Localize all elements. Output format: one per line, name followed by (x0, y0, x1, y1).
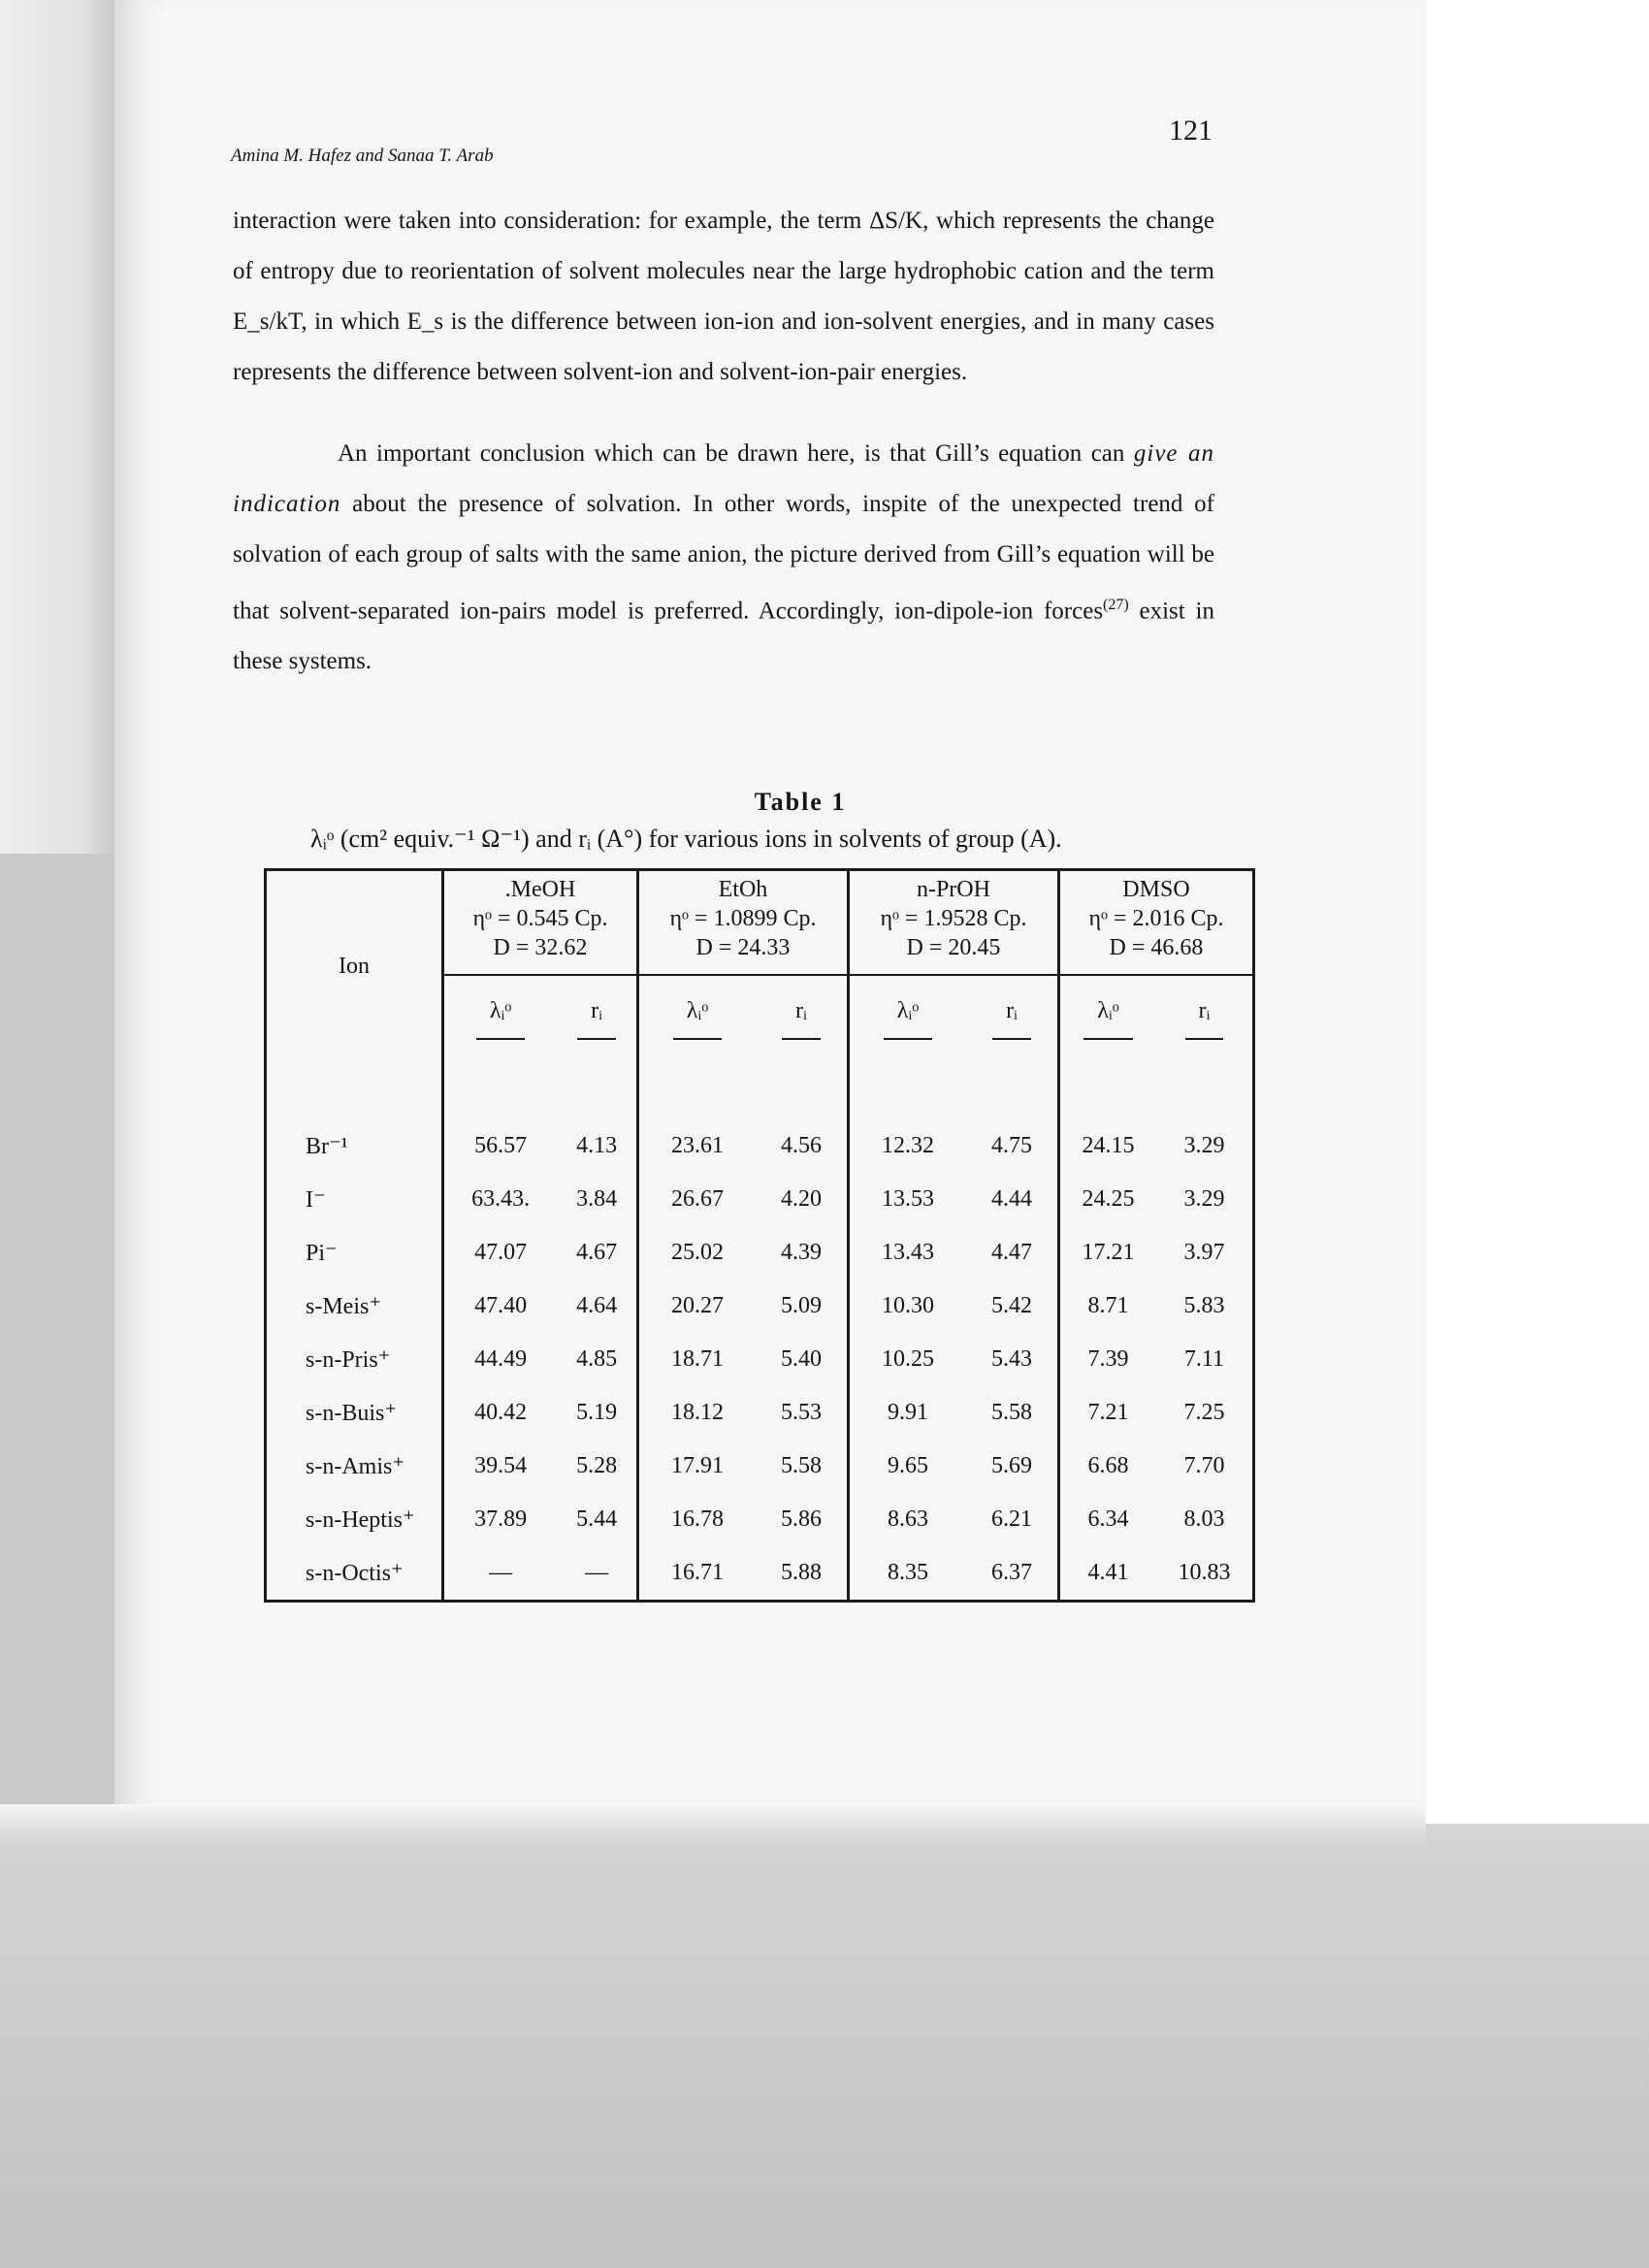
r-value-cell: 7.25 (1183, 1400, 1225, 1425)
lambda-value-cell: 7.39 (1087, 1346, 1129, 1372)
page-number: 121 (1169, 114, 1212, 146)
left-background (0, 0, 116, 854)
solvent-viscosity: ηᵒ = 0.545 Cp. (472, 906, 608, 931)
r-value-cell: 6.21 (966, 1493, 1058, 1546)
ion-name-cell: I⁻ (266, 1173, 443, 1226)
r-value-cell: 8.03 (1183, 1507, 1225, 1532)
r-value-cell: 4.39 (756, 1226, 848, 1280)
paragraph-2-start: An important conclusion which can be drawn here, is that Gill’s equation can (338, 440, 1125, 467)
ion-name-cell: Br⁻¹ (266, 1061, 443, 1173)
lambda-value-cell: 26.67 (671, 1186, 724, 1212)
table-row (266, 1173, 1254, 1226)
r-value-cell: 5.88 (756, 1546, 848, 1602)
lambda-value-cell: 16.71 (671, 1560, 724, 1585)
r-value-cell: 3.29 (1183, 1133, 1225, 1158)
reference-mark: (27) (1103, 597, 1129, 613)
lambda-value-cell: 47.07 (474, 1240, 528, 1265)
solvent-name: .MeOH (504, 877, 576, 902)
r-value-cell: 5.86 (756, 1493, 848, 1546)
bottom-background (0, 1824, 1649, 2268)
solvent-name: n-PrOH (916, 877, 990, 902)
solvent-header-meoh (443, 870, 638, 976)
lambda-value-cell: 13.53 (882, 1186, 935, 1212)
paragraph-2-end: exist in these systems. (233, 598, 1214, 675)
r-value-cell: — (557, 1546, 637, 1602)
ion-name-cell: s-n-Buis⁺ (266, 1386, 443, 1440)
r-value-cell: 4.85 (557, 1333, 637, 1386)
table-row (266, 1280, 1254, 1333)
r-value-cell: 5.09 (756, 1280, 848, 1333)
r-label: rᵢ (992, 998, 1031, 1040)
ion-name-cell: s-Meis⁺ (266, 1280, 443, 1333)
ion-name-cell: Pi⁻ (266, 1226, 443, 1280)
body-text (233, 196, 1214, 687)
solvent-dielectric: D = 20.45 (906, 935, 1001, 960)
r-value-cell: 5.53 (756, 1386, 848, 1440)
r-value-cell: 4.56 (756, 1061, 848, 1173)
lambda-label: λᵢᵒ (476, 998, 525, 1040)
lambda-value-cell: 12.32 (882, 1133, 935, 1158)
r-value-cell: 3.84 (557, 1173, 637, 1226)
r-value-cell: 4.67 (557, 1226, 637, 1280)
r-value-cell: 4.64 (557, 1280, 637, 1333)
lambda-value-cell: 17.91 (671, 1453, 724, 1478)
subheader-lambda (637, 975, 756, 1061)
lambda-value-cell: 40.42 (474, 1400, 528, 1425)
table-row (266, 1386, 1254, 1440)
r-value-cell: 10.83 (1178, 1560, 1231, 1585)
running-header: Amina M. Hafez and Sanaa T. Arab (231, 146, 494, 166)
solvent-dielectric: D = 32.62 (493, 935, 588, 960)
r-value-cell: 7.70 (1183, 1453, 1225, 1478)
lambda-value-cell: 8.63 (888, 1507, 929, 1532)
lambda-value-cell: 24.15 (1082, 1133, 1135, 1158)
data-table (264, 868, 1255, 1603)
r-value-cell: 4.47 (966, 1226, 1058, 1280)
lambda-value-cell: 6.68 (1087, 1453, 1129, 1478)
lambda-value-cell: 9.91 (888, 1400, 929, 1425)
lambda-value-cell: 56.57 (474, 1133, 528, 1158)
paragraph-2-middle: about the presence of solvation. In other words, inspite of the unexpected trend of solvation of each group of salts with the same anion, the picture derived from Gill’s equation will be that solvent-separated ion-pairs model is preferred. Accordingly, ion-dipole-ion forces (233, 491, 1215, 625)
lambda-value-cell: 39.54 (474, 1453, 528, 1478)
r-value-cell: 5.69 (966, 1440, 1058, 1493)
r-value-cell: 4.75 (966, 1061, 1058, 1173)
lambda-value-cell: 10.30 (882, 1293, 935, 1318)
subheader-lambda (1058, 975, 1155, 1061)
subheader-lambda (443, 975, 558, 1061)
table-body (266, 1061, 1254, 1602)
r-value-cell: 3.29 (1183, 1186, 1225, 1212)
subheader-r (966, 975, 1058, 1061)
table-row (266, 1546, 1254, 1602)
table-row (266, 1226, 1254, 1280)
lambda-value-cell: — (489, 1560, 513, 1585)
lambda-value-cell: 37.89 (474, 1507, 528, 1532)
lambda-value-cell: 18.12 (671, 1400, 724, 1425)
lambda-value-cell: 24.25 (1082, 1186, 1135, 1212)
table-row (266, 1061, 1254, 1173)
r-value-cell: 5.19 (557, 1386, 637, 1440)
solvent-dielectric: D = 46.68 (1109, 935, 1204, 960)
r-value-cell: 4.44 (966, 1173, 1058, 1226)
r-value-cell: 5.58 (756, 1440, 848, 1493)
solvent-viscosity: ηᵒ = 2.016 Cp. (1088, 906, 1224, 931)
paragraph-2 (233, 429, 1214, 687)
lambda-value-cell: 8.35 (888, 1560, 929, 1585)
lambda-value-cell: 16.78 (671, 1507, 724, 1532)
subheader-r (756, 975, 848, 1061)
r-value-cell: 5.43 (966, 1333, 1058, 1386)
table-row (266, 1493, 1254, 1546)
lambda-value-cell: 7.21 (1087, 1400, 1129, 1425)
solvent-name: DMSO (1122, 877, 1190, 902)
r-value-cell: 5.58 (966, 1386, 1058, 1440)
lambda-value-cell: 20.27 (671, 1293, 724, 1318)
lambda-value-cell: 25.02 (671, 1240, 724, 1265)
r-label: rᵢ (577, 998, 616, 1040)
paragraph-1 (233, 196, 1214, 398)
lambda-value-cell: 63.43. (471, 1186, 531, 1212)
solvent-viscosity: ηᵒ = 1.0899 Cp. (669, 906, 817, 931)
r-value-cell: 3.97 (1183, 1240, 1225, 1265)
r-label: rᵢ (1185, 998, 1224, 1040)
solvent-viscosity: ηᵒ = 1.9528 Cp. (880, 906, 1027, 931)
subheader-r (557, 975, 637, 1061)
r-label: rᵢ (782, 998, 821, 1040)
subheader-lambda (848, 975, 966, 1061)
table-caption (310, 825, 1062, 854)
r-value-cell: 5.28 (557, 1440, 637, 1493)
r-value-cell: 5.40 (756, 1333, 848, 1386)
lambda-value-cell: 23.61 (671, 1133, 724, 1158)
ion-name-cell: s-n-Octis⁺ (266, 1546, 443, 1602)
lambda-value-cell: 47.40 (474, 1293, 528, 1318)
emphasis-text: give an indication (233, 440, 1215, 517)
caption-text: (cm² equiv.⁻¹ Ω⁻¹) and rᵢ (A°) for various ions in solvents of group (A). (340, 825, 1062, 853)
lambda-label: λᵢᵒ (1083, 998, 1132, 1040)
paragraph-1-text: interaction were taken into consideration: for example, the term ΔS/K, which represents the change of entropy due to reorientation of solvent molecules near the large hydrophobic cation and the term E_s/kT, in which E_s is the difference between ion-ion and ion-solvent energies, and in many cases represents the difference between solvent-ion and solvent-ion-pair energies. (233, 208, 1214, 385)
solvent-dielectric: D = 24.33 (695, 935, 791, 960)
lambda-value-cell: 13.43 (882, 1240, 935, 1265)
table-row (266, 1440, 1254, 1493)
solvent-name: EtOh (718, 877, 768, 902)
lambda-value-cell: 4.41 (1087, 1560, 1129, 1585)
solvent-header-nproh (848, 870, 1058, 976)
r-value-cell: 4.13 (557, 1061, 637, 1173)
r-value-cell: 4.20 (756, 1173, 848, 1226)
table-title: Table 1 (754, 788, 847, 816)
ion-name-cell: s-n-Amis⁺ (266, 1440, 443, 1493)
ion-header: Ion (266, 870, 443, 1062)
lambda-label: λᵢᵒ (673, 998, 722, 1040)
ion-name-cell: s-n-Pris⁺ (266, 1333, 443, 1386)
caption-lambda-symbol: λᵢᵒ (310, 825, 335, 853)
r-value-cell: 6.37 (966, 1546, 1058, 1602)
lambda-value-cell: 9.65 (888, 1453, 929, 1478)
r-value-cell: 5.44 (557, 1493, 637, 1546)
lambda-value-cell: 10.25 (882, 1346, 935, 1372)
table-row (266, 1333, 1254, 1386)
r-value-cell: 5.83 (1183, 1293, 1225, 1318)
lambda-value-cell: 6.34 (1087, 1507, 1129, 1532)
lambda-value-cell: 17.21 (1082, 1240, 1135, 1265)
lambda-value-cell: 44.49 (474, 1346, 528, 1372)
ion-name-cell: s-n-Heptis⁺ (266, 1493, 443, 1546)
lambda-label: λᵢᵒ (884, 998, 932, 1040)
subheader-r (1156, 975, 1254, 1061)
solvent-header-dmso (1058, 870, 1253, 976)
r-value-cell: 5.42 (966, 1280, 1058, 1333)
lambda-value-cell: 8.71 (1087, 1293, 1129, 1318)
lambda-value-cell: 18.71 (671, 1346, 724, 1372)
solvent-header-etoh (637, 870, 848, 976)
r-value-cell: 7.11 (1183, 1346, 1225, 1372)
